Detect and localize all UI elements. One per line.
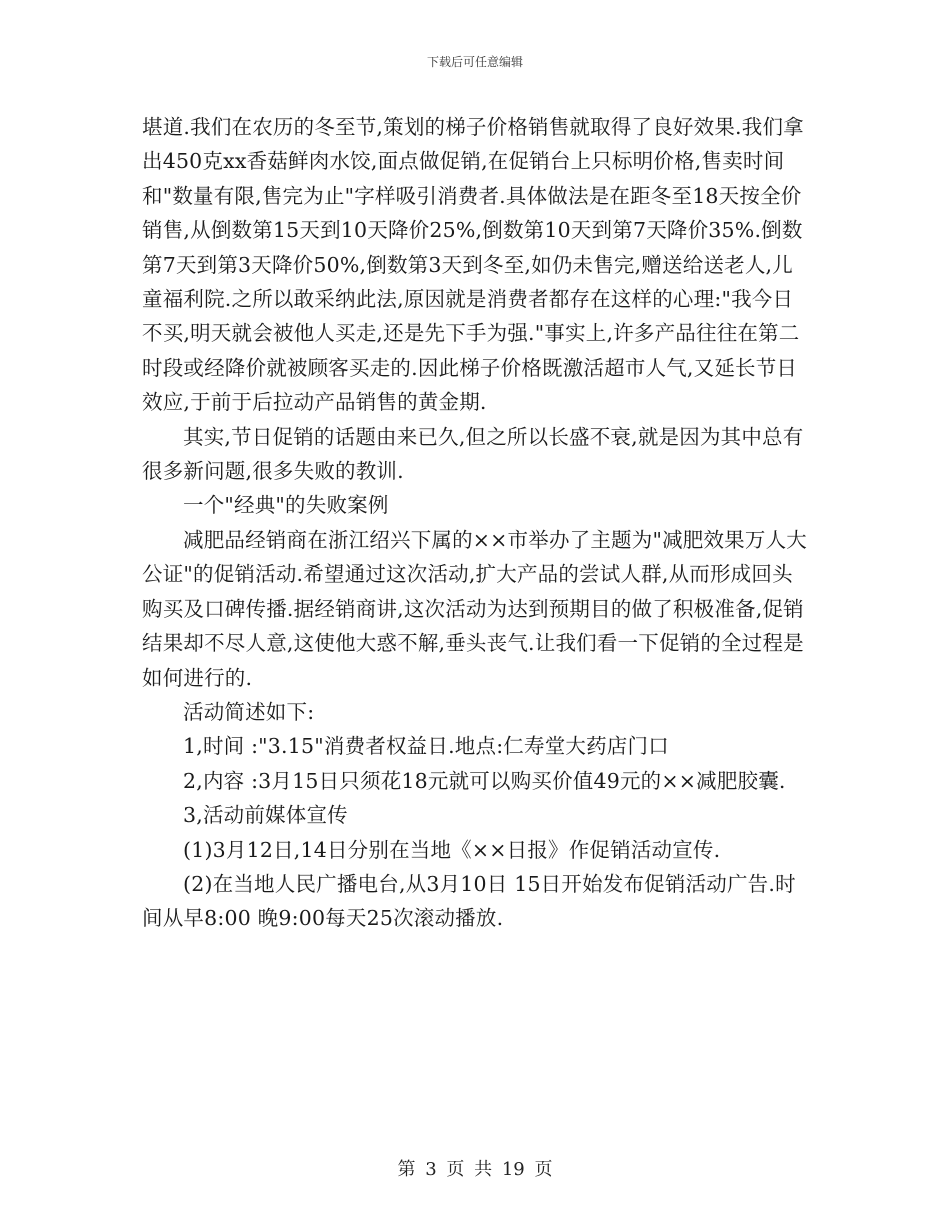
page-header: 下载后可任意编辑 [426,55,523,69]
list-item-media: 3,活动前媒体宣传 [183,803,348,828]
list-item-content: 2,内容 :3月15日只须花18元就可以购买价值49元的××减肥胶囊. [183,768,786,793]
paragraph-activity-summary: 活动简述如下: [183,699,315,724]
paragraph-1: 堪道.我们在农历的冬至节,策划的梯子价格销售就取得了良好效果.我们拿出450克xx香菇鲜肉水饺,面点做促销,在促销台上只标明价格,售卖时间和"数量有限,售完为止"字样吸引消费者.具体做法是在距冬至18天按全价销售,从倒数第15天到10天降价25%,倒数第10天到第7天降价35%.倒数第7天到第3天降价50%,倒数第3天到冬至,如仍未售完,赠送给送老人,儿童福利院.之所以敢采纳此法,原因就是消费者都存在这样的心理:"我今日不买,明天就会被他人买走,还是先下手为强."事实上,许多产品往往在第二时段或经降价就被顾客买走的.因此梯子价格既激活超市人气,又延长节日效应,于前于后拉动产品销售的黄金期. [142,115,804,415]
paragraph-4: 减肥品经销商在浙江绍兴下属的××市举办了主题为"减肥效果万人大公证"的促销活动.希望通过这次活动,扩大产品的尝试人群,从而形成回头购买及口碑传播.据经销商讲,这次活动为达到预期目的做了积极准备,促销结果却不尽人意,这使他大惑不解,垂头丧气.让我们看一下促销的全过程是如何进行的. [142,527,807,690]
page-number: 第 3 页 共 19 页 [397,1159,553,1180]
list-item-time: 1,时间 :"3.15"消费者权益日.地点:仁寿堂大药店门口 [183,734,669,759]
document-body [142,110,808,936]
sub-item-newspaper: (1)3月12日,14日分别在当地《××日报》作促销活动宣传. [183,837,721,862]
sub-item-radio: (2)在当地人民广播电台,从3月10日 15日开始发布促销活动广告.时间从早8:00 晚9:00每天25次滚动播放. [142,871,796,931]
section-heading-failure-case: 一个"经典"的失败案例 [183,493,389,518]
paragraph-2: 其实,节日促销的话题由来已久,但之所以长盛不衰,就是因为其中总有很多新问题,很多失败的教训. [142,424,804,484]
